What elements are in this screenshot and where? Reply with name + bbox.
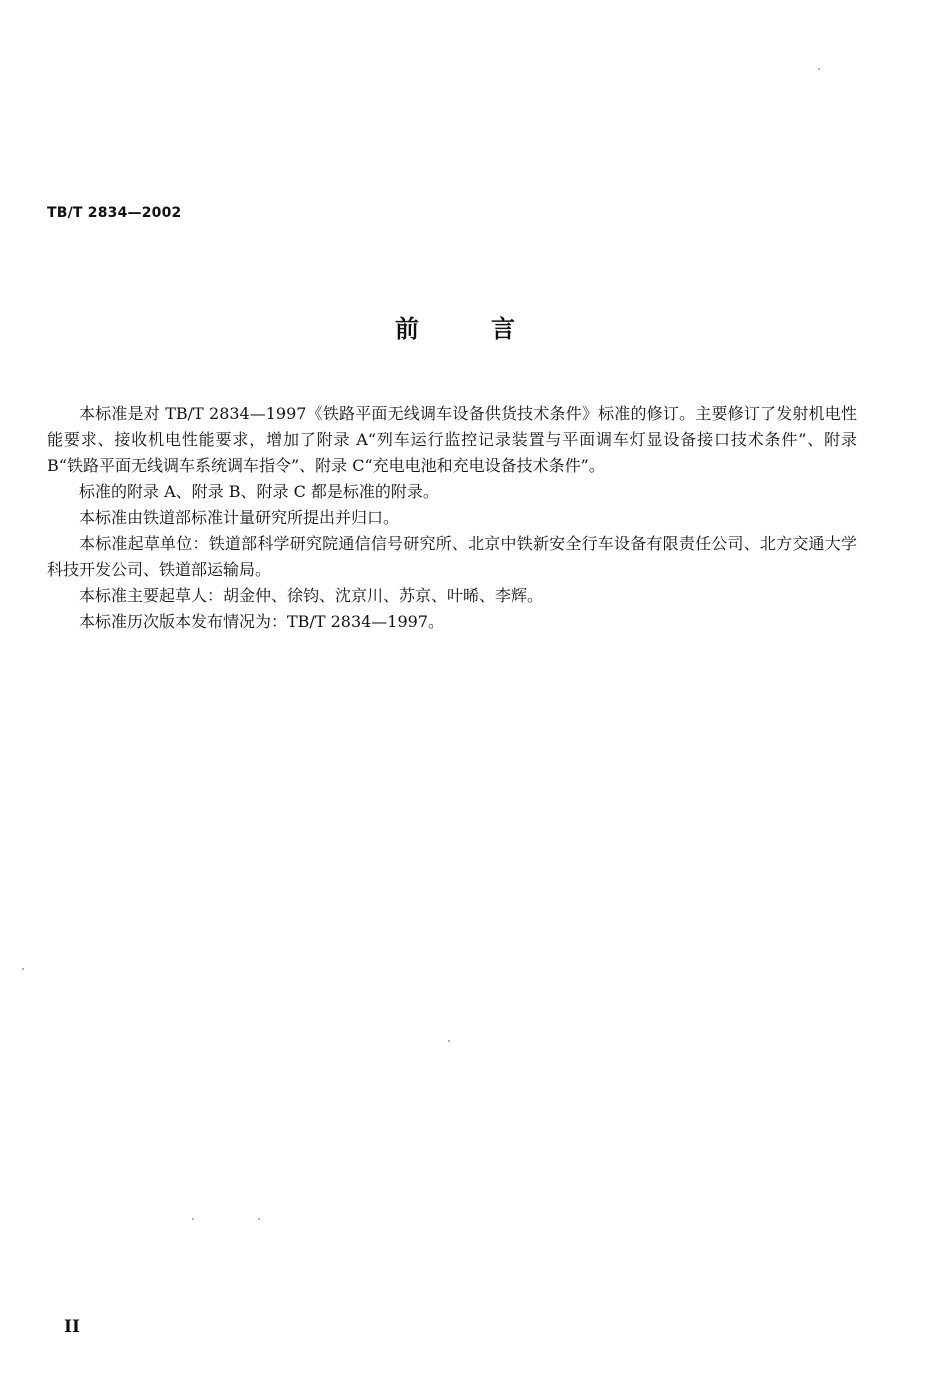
paragraph-history: 本标准历次版本发布情况为：TB/T 2834—1997。 — [79, 612, 445, 631]
foreword-title-char-1: 前 — [395, 315, 419, 343]
scan-speck — [258, 1218, 260, 1220]
paragraph-drafters: 本标准主要起草人：胡金仲、徐钧、沈京川、苏京、叶晞、李辉。 — [79, 586, 544, 605]
foreword-title — [395, 309, 515, 344]
foreword-title-char-2: 言 — [491, 315, 515, 343]
document-code: TB/T 2834—2002 — [47, 205, 182, 221]
scan-speck — [192, 1218, 194, 1220]
scan-speck — [22, 968, 24, 970]
scan-speck — [448, 1040, 450, 1042]
page-number: II — [64, 1317, 80, 1337]
paragraph-revision: 本标准是对 TB/T 2834—1997《铁路平面无线调车设备供货技术条件》标准的修订。主要修订了发射机电性能要求、接收机电性能要求，增加了附录 A“列车运行监控记录装置与平面调车灯显设备接口技术条件”、附录 B“铁路平面无线调车系统调车指令”、附录 C“充电电池和充电设备技术条件”。 — [47, 404, 857, 475]
paragraph-appendices: 标准的附录 A、附录 B、附录 C 都是标准的附录。 — [79, 482, 439, 501]
paragraph-drafting-units: 本标准起草单位：铁道部科学研究院通信信号研究所、北京中铁新安全行车设备有限责任公司、北方交通大学科技开发公司、铁道部运输局。 — [47, 534, 857, 579]
paragraph-proposer: 本标准由铁道部标准计量研究所提出并归口。 — [79, 508, 400, 527]
foreword-body — [47, 401, 857, 635]
scan-speck — [818, 68, 820, 70]
